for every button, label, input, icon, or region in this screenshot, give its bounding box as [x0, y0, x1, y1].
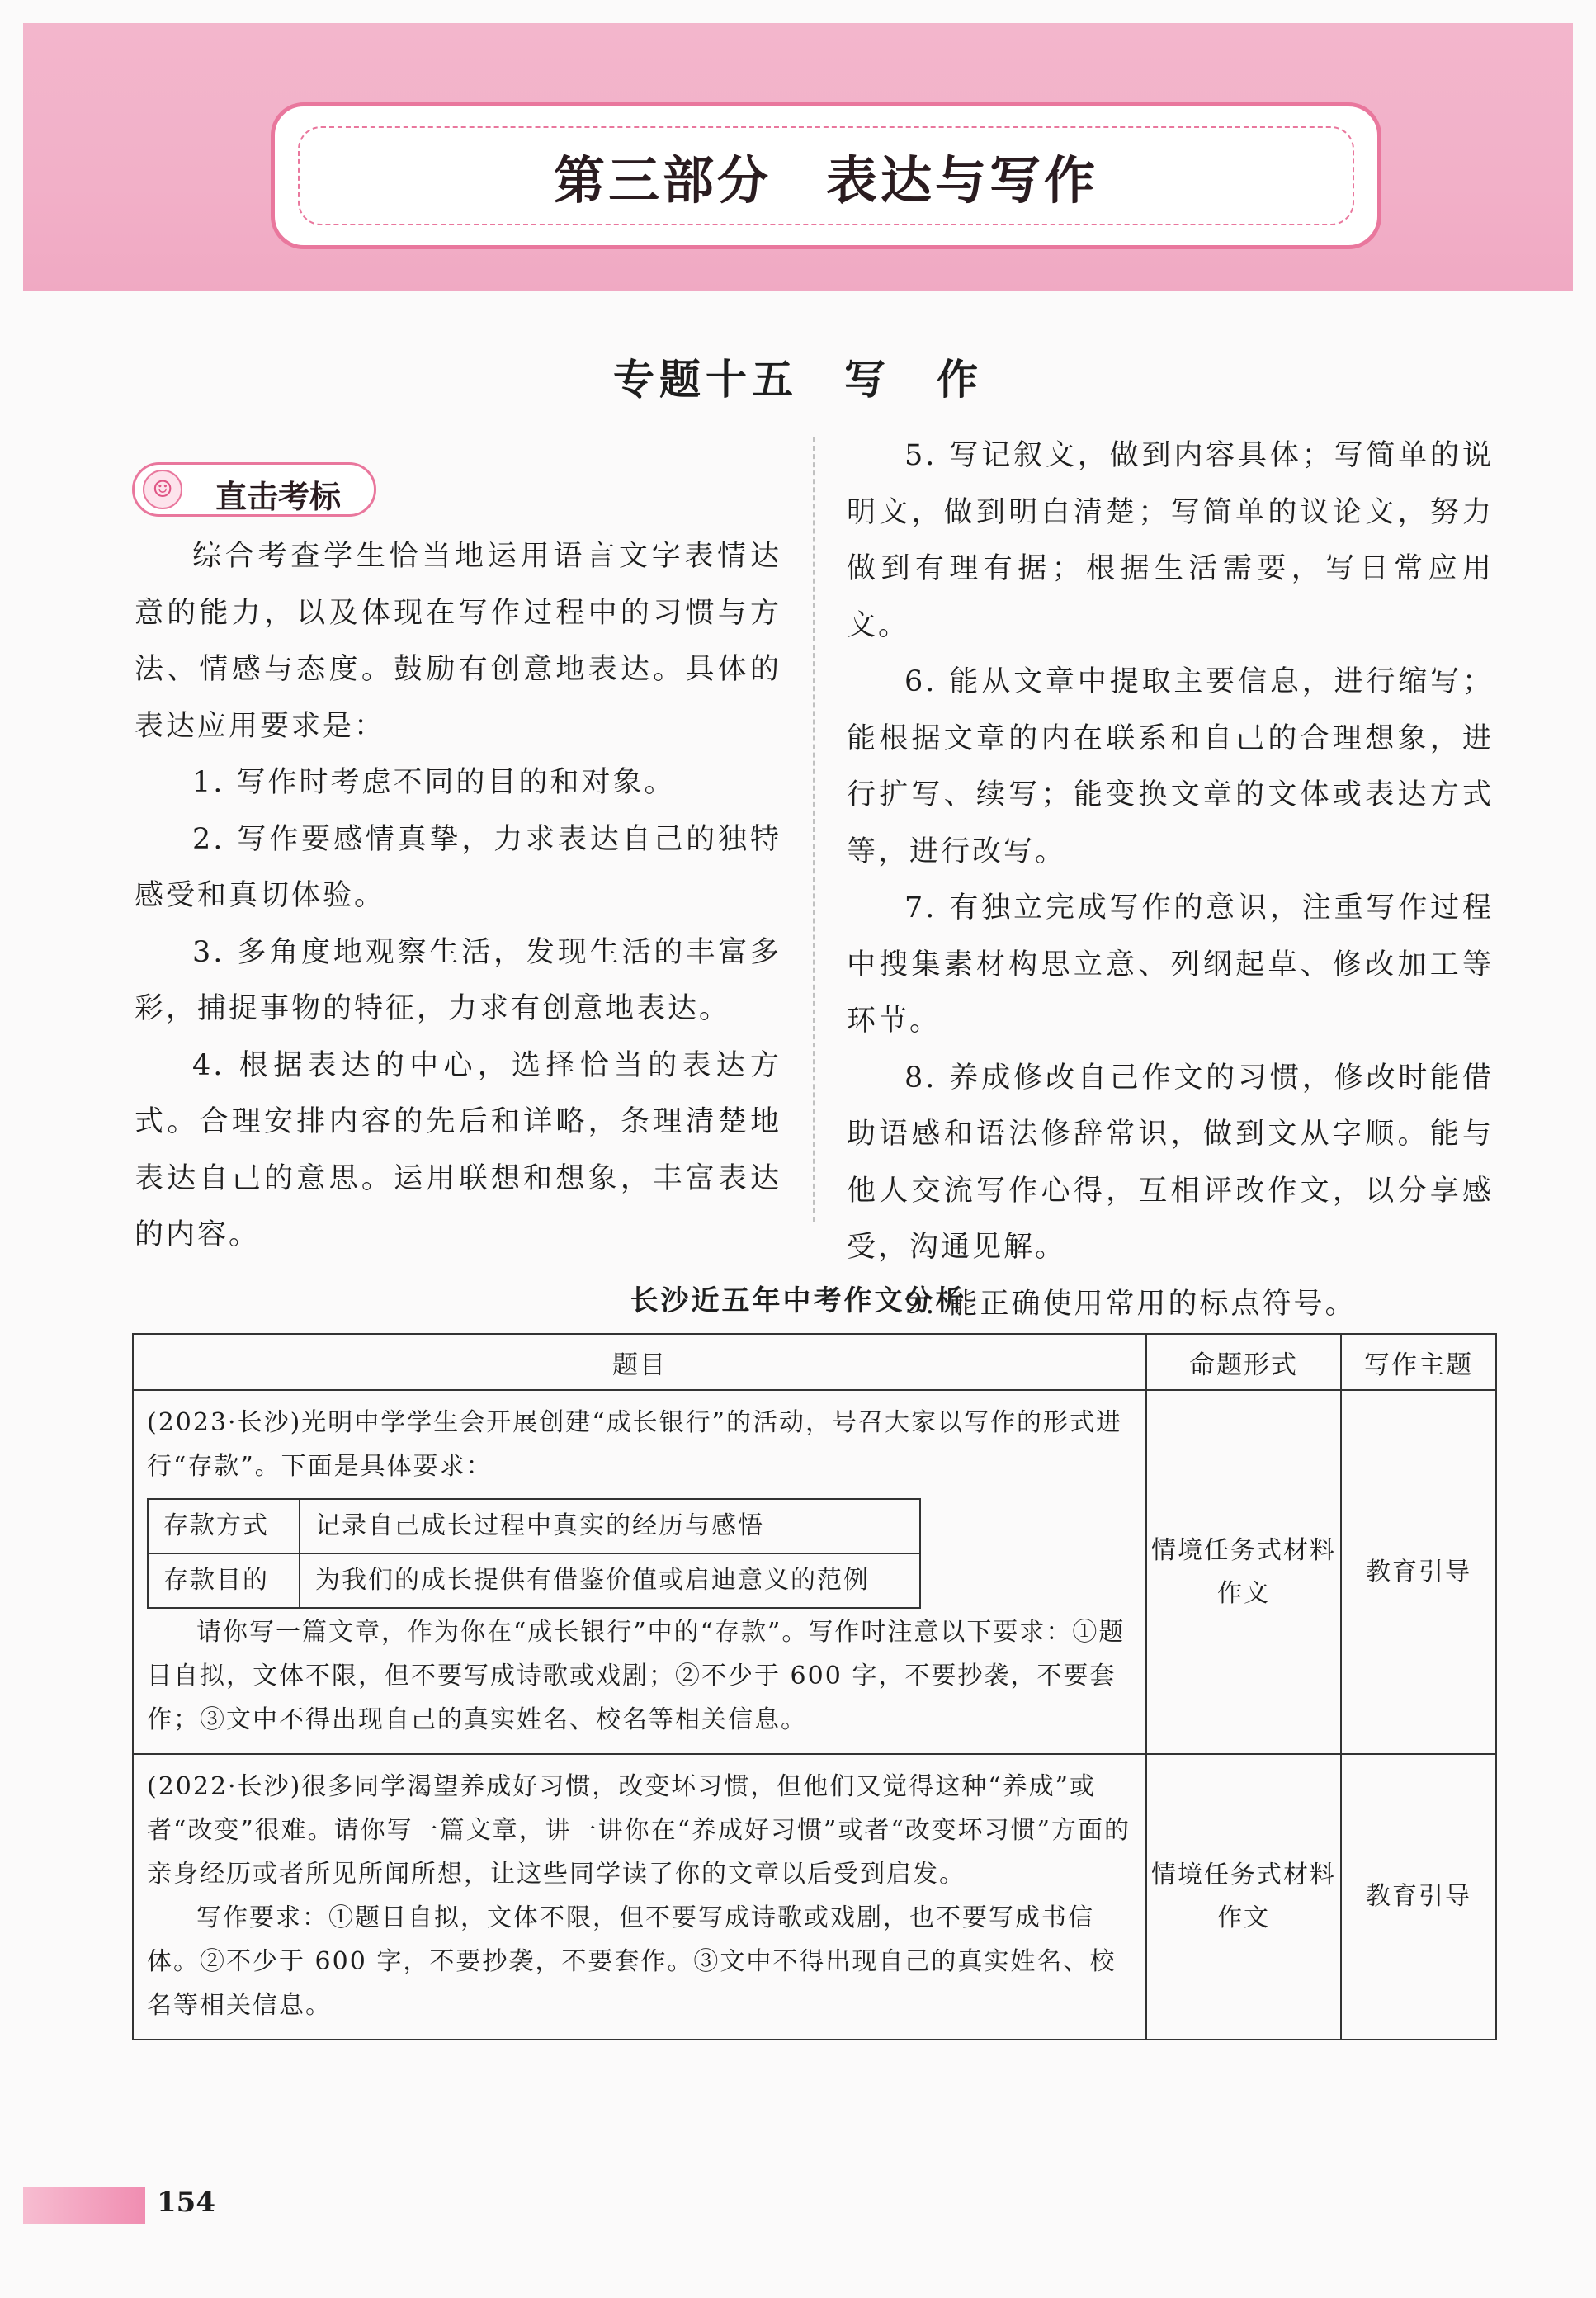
header-topic: 题目: [133, 1334, 1146, 1390]
deposit-key: 存款方式: [148, 1499, 300, 1553]
student-icon: ☺: [143, 470, 182, 509]
topic-title: 专题十五 写 作: [613, 355, 983, 404]
section-title: 第三部分 表达与写作: [553, 149, 1098, 210]
banner-frame: [271, 102, 1381, 249]
table-caption: 长沙近五年中考作文分析: [630, 1284, 966, 1317]
standard-item: 9. 能正确使用常用的标点符号。: [904, 1287, 1357, 1321]
form-cell: 情境任务式材料作文: [1146, 1390, 1341, 1754]
question-intro: (2022·长沙)很多同学渴望养成好习惯，改变坏习惯，但他们又觉得这种“养成”或者“改变”很难。请你写一篇文章，讲一讲你在“养成好习惯”或者“改变坏习惯”方面的亲身经历或者所见所闻所想，让这些同学读了你的文章以后受到启发。: [147, 1772, 1131, 1889]
deposit-value: 记录自己成长过程中真实的经历与感悟: [300, 1499, 920, 1553]
standards-intro: 综合考查学生恰当地运用语言文字表情达意的能力，以及体现在写作过程中的习惯与方法、情感与态度。鼓励有创意地表达。具体的表达应用要求是：: [135, 540, 781, 743]
standards-left-column: [135, 528, 781, 1264]
standard-item: 6. 能从文章中提取主要信息，进行缩写；能根据文章的内在联系和自己的合理想象，进行扩写、续写；能变换文章的文体或表达方式等，进行改写。: [847, 665, 1494, 868]
header-form: 命题形式: [1146, 1334, 1341, 1390]
standard-item: 1. 写作时考虑不同的目的和对象。: [192, 766, 676, 799]
standard-item: 8. 养成修改自己作文的习惯，修改时能借助语感和语法修辞常识，做到文从字顺。能与他人交流写作心得，互相评改作文，以分享感受，沟通见解。: [847, 1061, 1494, 1264]
standard-item: 7. 有独立完成写作的意识，注重写作过程中搜集素材构思立意、列纲起草、修改加工等环节。: [847, 891, 1494, 1038]
standard-item: 5. 写记叙文，做到内容具体；写简单的说明文，做到明白清楚；写简单的议论文，努力做到有理有据；根据生活需要，写日常应用文。: [847, 439, 1494, 642]
essay-analysis-table: [132, 1333, 1497, 2040]
table-row: [133, 1390, 1496, 1754]
question-cell: [133, 1754, 1146, 2040]
deposit-value: 为我们的成长提供有借鉴价值或启迪意义的范例: [300, 1553, 920, 1608]
standards-tag-label: 直击考标: [215, 479, 342, 515]
question-requirements: 写作要求：①题目自拟，文体不限，但不要写成诗歌或戏剧，也不要写成书信体。②不少于 600 字，不要抄袭，不要套作。③文中不得出现自己的真实姓名、校名等相关信息。: [147, 1903, 1117, 2020]
standard-item: 4. 根据表达的中心，选择恰当的表达方式。合理安排内容的先后和详略，条理清楚地表达自己的意思。运用联想和想象，丰富表达的内容。: [135, 1048, 781, 1251]
page-number-bar: [23, 2187, 145, 2224]
standard-item: 2. 写作要感情真挚，力求表达自己的独特感受和真切体验。: [135, 822, 781, 912]
theme-cell: 教育引导: [1341, 1390, 1496, 1754]
question-requirements: 请你写一篇文章，作为你在“成长银行”中的“存款”。写作时注意以下要求：①题目自拟，文体不限，但不要写成诗歌或戏剧；②不少于 600 字，不要抄袭，不要套作；③文中不得出现自己的真实姓名、校名等相关信息。: [147, 1618, 1126, 1734]
question-cell: [133, 1390, 1146, 1754]
standard-item: 3. 多角度地观察生活，发现生活的丰富多彩，捕捉事物的特征，力求有创意地表达。: [135, 935, 781, 1025]
table-header-row: [133, 1334, 1496, 1390]
deposit-key: 存款目的: [148, 1553, 300, 1608]
standards-tag: [132, 462, 376, 517]
standards-right-column: [847, 428, 1494, 1332]
question-intro: (2023·长沙)光明中学学生会开展创建“成长银行”的活动，号召大家以写作的形式进行“存款”。下面是具体要求：: [147, 1408, 1122, 1481]
column-divider: [813, 437, 815, 1222]
deposit-table: [147, 1498, 921, 1609]
header-theme: 写作主题: [1341, 1334, 1496, 1390]
table-row: [133, 1754, 1496, 2040]
form-cell: 情境任务式材料作文: [1146, 1754, 1341, 2040]
theme-cell: 教育引导: [1341, 1754, 1496, 2040]
page-number: 154: [157, 2186, 215, 2219]
section-banner: [23, 23, 1573, 291]
